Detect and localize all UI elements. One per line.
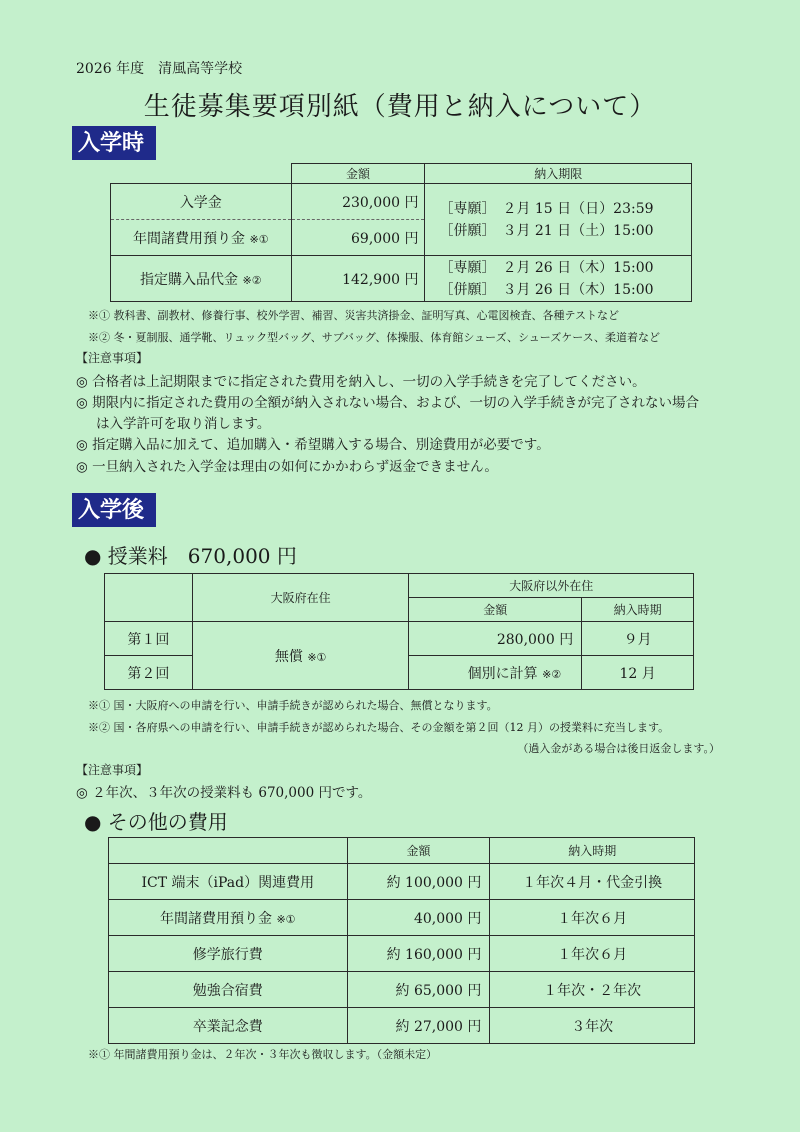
table-row [109,900,695,936]
table-corner [105,574,193,622]
col-deadline: 納入期限 [425,164,692,184]
tuition-note-2: ※② 国・各府県への申請を行い、申請手続きが認められた場合、その金額を第２回（12 月）の授業料に充当します。 [88,721,670,734]
deadline-senkan-2: ［専願］ ２月 26 日（木）15:00 [439,259,654,276]
deadline-heigan-1: ［併願］ ３月 21 日（土）15:00 [439,222,654,239]
row-period: １年次・２年次 [490,972,695,1008]
other-fees-note: ※① 年間諸費用預り金は、２年次・３年次も徴収します。（金額未定） [88,1048,438,1061]
row-amount-1: 280,000 円 [409,622,582,656]
table-corner [109,838,348,864]
table-row [109,936,695,972]
caution-heading-2: 【注意事項】 [76,763,149,777]
caution-item: ◎ 指定購入品に加えて、追加購入・希望購入する場合、別途費用が必要です。 [76,437,550,453]
row-amount-2: 個別に計算 ※② [409,656,582,690]
col-outside: 大阪府以外在住 [409,574,694,598]
deadline-cell-1 [425,184,692,256]
deadline-senkan-1: ［専願］ ２月 15 日（日）23:59 [439,200,654,217]
row-period-1: ９月 [582,622,694,656]
admission-note-2: ※② 冬・夏制服、通学靴、リュック型バッグ、サブバッグ、体操服、体育館シューズ、シューズケース、柔道着など [88,331,660,344]
tuition-note-3: （過入金がある場合は後日返金します。） [517,742,720,755]
admission-note-1: ※① 教科書、副教材、修養行事、校外学習、補習、災害共済掛金、証明写真、心電図検査、各種テストなど [88,309,620,322]
row-amount: 約 100,000 円 [347,864,490,900]
caution-item: ◎ 期限内に指定された費用の全額が納入されない場合、および、一切の入学手続きが完了されない場合 [76,395,700,411]
deadline-cell-2 [425,256,692,302]
row-amount-entrance-fee: 230,000 円 [291,184,425,220]
row-amount: 約 27,000 円 [347,1008,490,1044]
page-title: 生徒募集要項別紙（費用と納入について） [143,92,657,122]
section-label-after: 入学後 [72,493,156,527]
row-label: 修学旅行費 [109,936,348,972]
row-label-annual-deposit: 年間諸費用預り金 ※① [111,220,292,256]
row-label: 勉強合宿費 [109,972,348,1008]
admission-fee-table [110,163,692,302]
other-fees-heading: ● その他の費用 [84,810,228,834]
school-name: 清風高等学校 [158,61,243,77]
row-label: ICT 端末（iPad）関連費用 [109,864,348,900]
tuition-heading: ● 授業料 670,000 円 [84,544,297,568]
table-row [109,1008,695,1044]
tuition-table [104,573,694,690]
row-label: 年間諸費用預り金 ※① [109,900,348,936]
header-line [76,58,242,78]
table-row [109,972,695,1008]
row-label: 卒業記念費 [109,1008,348,1044]
row-label-entrance-fee: 入学金 [111,184,292,220]
caution-heading-1: 【注意事項】 [76,351,149,365]
section-label-admission: 入学時 [72,126,156,160]
col-period: 納入時期 [490,838,695,864]
caution-item-cont: は入学許可を取り消します。 [96,416,271,432]
row-period: １年次６月 [490,936,695,972]
other-fees-table [108,837,695,1044]
caution-item: ◎ ２年次、３年次の授業料も 670,000 円です。 [76,785,372,801]
year: 2026 年度 [76,61,145,77]
row-amount-designated-items: 142,900 円 [291,256,425,302]
row-period: １年次６月 [490,900,695,936]
row-amount-annual-deposit: 69,000 円 [291,220,425,256]
col-amount: 金額 [409,598,582,622]
table-row [109,864,695,900]
deadline-heigan-2: ［併願］ ３月 26 日（木）15:00 [439,281,654,298]
col-osaka: 大阪府在住 [192,574,409,622]
table-corner [111,164,292,184]
tuition-note-1: ※① 国・大阪府への申請を行い、申請手続きが認められた場合、無償となります。 [88,699,498,712]
row-period: ３年次 [490,1008,695,1044]
row-label-1: 第１回 [105,622,193,656]
row-label-2: 第２回 [105,656,193,690]
caution-item: ◎ 一旦納入された入学金は理由の如何にかかわらず返金できません。 [76,459,498,475]
col-period: 納入時期 [582,598,694,622]
row-amount: 約 65,000 円 [347,972,490,1008]
row-amount: 約 160,000 円 [347,936,490,972]
caution-item: ◎ 合格者は上記期限までに指定された費用を納入し、一切の入学手続きを完了してください。 [76,374,646,390]
row-period: １年次４月・代金引換 [490,864,695,900]
row-label-designated-items: 指定購入品代金 ※② [111,256,292,302]
col-amount: 金額 [291,164,425,184]
free-cell: 無償 ※① [192,622,409,690]
row-amount: 40,000 円 [347,900,490,936]
row-period-2: 12 月 [582,656,694,690]
col-amount: 金額 [347,838,490,864]
